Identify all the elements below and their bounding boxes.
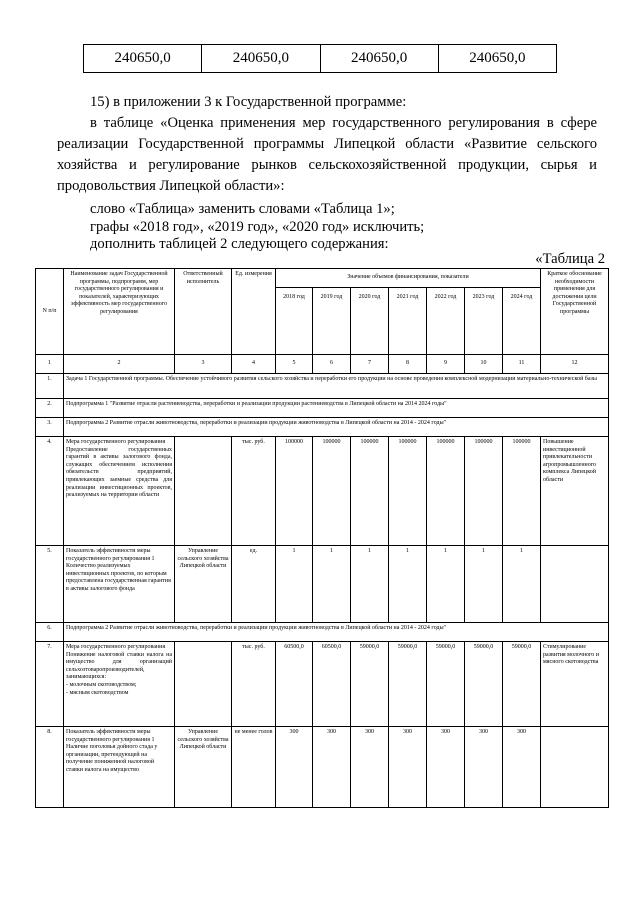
header-name: Наименование задач Государственной программы, подпрограмм, мер государственного регулирования и показателей, характеризующих эффективность мер государственного регулирования <box>64 269 175 355</box>
value-cell: 59000,0 <box>427 642 465 727</box>
value-cell: 100000 <box>389 437 427 546</box>
value-cell: 1 <box>351 546 389 623</box>
item-15: 15) в приложении 3 к Государственной программе: <box>90 94 407 110</box>
table-cell: 240650,0 <box>202 45 320 73</box>
value-cell: 100000 <box>313 437 351 546</box>
justification <box>541 727 609 808</box>
row-number: 6. <box>36 623 64 642</box>
unit: тыс. руб. <box>232 642 276 727</box>
measure-name <box>64 642 175 727</box>
col-number: 3 <box>175 355 232 374</box>
value-cell: 59000,0 <box>503 642 541 727</box>
table-row <box>36 418 609 437</box>
justification <box>541 546 609 623</box>
value-cell: 1 <box>427 546 465 623</box>
row-number: 2. <box>36 399 64 418</box>
value-cell: 59000,0 <box>351 642 389 727</box>
table-cell: 240650,0 <box>320 45 438 73</box>
measure-extra: - молочным скотоводством; <box>66 681 137 688</box>
measure-body: Предоставление государственных гарантий в активы залогового фонда, служащих обеспечением исполнения обязательств предприятий, привлекающих заемные средства для реализации инвестиционных проектов, реализуемых на территории области <box>66 446 172 499</box>
column-number-row <box>36 355 609 374</box>
header-executor: Ответственный исполнитель <box>175 269 232 355</box>
executor: Управление сельского хозяйства Липецкой области <box>175 546 232 623</box>
table-row <box>36 374 609 399</box>
table-row <box>84 45 557 73</box>
value-cell: 100000 <box>503 437 541 546</box>
value-cell: 1 <box>503 546 541 623</box>
unit: ед. <box>232 546 276 623</box>
col-number: 11 <box>503 355 541 374</box>
value-cell: 300 <box>276 727 313 808</box>
subprogram-text: Подпрограмма 2 Развитие отрасли животноводства, переработки и реализации продукции животноводства в Липецкой области на 2014 - 2024 годы" <box>64 418 609 437</box>
instruction-line-1: слово «Таблица» заменить словами «Таблица 1»; <box>90 201 395 217</box>
value-cell: 1 <box>389 546 427 623</box>
table-row <box>36 437 609 546</box>
body-paragraph: в таблице «Оценка применения мер государственного регулирования в сфере реализации Государственной программы Липецкой области «Развитие сельского хозяйства и регулирование рынков сельскохозяйственной продукции, сырья и продовольствия Липецкой области»: <box>57 115 597 194</box>
measure-name <box>64 437 175 546</box>
table-row <box>36 642 609 727</box>
header-row <box>36 269 609 288</box>
value-cell: 1 <box>465 546 503 623</box>
value-cell: 300 <box>465 727 503 808</box>
justification: Стимулирование развития молочного и мясного скотоводства <box>541 642 609 727</box>
subprogram-text: Подпрограмма 2 Развитие отрасли животноводства, переработки и реализации продукции животноводства в Липецкой области на 2014 - 2024 годы" <box>64 623 609 642</box>
measure-body: Наличие поголовья дойного стада у организации, претендующей на получение пониженной налоговой ставки налога на имущество <box>66 744 158 773</box>
table-row <box>36 546 609 623</box>
col-number: 8 <box>389 355 427 374</box>
measure-body: Количество реализуемых инвестиционных проектов, по которым предоставлена государственная гарантия в активы залогового фонда <box>66 563 171 592</box>
value-cell: 300 <box>313 727 351 808</box>
year-header: 2019 год <box>313 288 351 355</box>
measure-extra: - мясным скотоводством <box>66 689 129 696</box>
continuation-table <box>83 44 557 73</box>
instruction-line-3: дополнить таблицей 2 следующего содержания: <box>90 236 389 252</box>
table-row <box>36 727 609 808</box>
row-number: 3. <box>36 418 64 437</box>
value-cell: 100000 <box>276 437 313 546</box>
value-cell: 100000 <box>465 437 503 546</box>
col-number: 4 <box>232 355 276 374</box>
measure-name <box>64 546 175 623</box>
value-cell: 59000,0 <box>465 642 503 727</box>
unit: тыс. руб. <box>232 437 276 546</box>
executor <box>175 642 232 727</box>
year-header: 2023 год <box>465 288 503 355</box>
row-number: 4. <box>36 437 64 546</box>
value-cell: 60500,0 <box>313 642 351 727</box>
task-text: Задача 1 Государственной программы. Обеспечение устойчивого развития сельского хозяйства и переработки его продукции на основе проведения комплексной модернизации материально-технической базы <box>64 374 609 399</box>
value-cell: 300 <box>427 727 465 808</box>
value-cell: 1 <box>313 546 351 623</box>
col-number: 10 <box>465 355 503 374</box>
year-header: 2020 год <box>351 288 389 355</box>
year-header: 2022 год <box>427 288 465 355</box>
instruction-line-2: графы «2018 год», «2019 год», «2020 год» исключить; <box>90 219 425 235</box>
table-row <box>36 623 609 642</box>
year-header: 2021 год <box>389 288 427 355</box>
measure-name <box>64 727 175 808</box>
row-number: 8. <box>36 727 64 808</box>
col-number: 12 <box>541 355 609 374</box>
year-header: 2024 год <box>503 288 541 355</box>
regulation-table <box>35 268 609 808</box>
col-number: 2 <box>64 355 175 374</box>
value-cell: 59000,0 <box>389 642 427 727</box>
col-number: 6 <box>313 355 351 374</box>
table-caption: «Таблица 2 <box>535 251 605 267</box>
header-values: Значение объемов финансирования, показатели <box>276 269 541 288</box>
header-description: Краткое обоснование необходимости применения для достижения цели Государственной программы <box>541 269 609 355</box>
header-num: N п/п <box>36 269 64 355</box>
row-number: 1. <box>36 374 64 399</box>
col-number: 5 <box>276 355 313 374</box>
table-cell: 240650,0 <box>84 45 202 73</box>
value-cell: 300 <box>389 727 427 808</box>
value-cell: 60500,0 <box>276 642 313 727</box>
unit: не менее голов <box>232 727 276 808</box>
value-cell: 1 <box>276 546 313 623</box>
measure-title: Показатель эффективности меры государственного регулирования 1 <box>66 729 155 743</box>
table-cell: 240650,0 <box>438 45 556 73</box>
year-header: 2018 год <box>276 288 313 355</box>
measure-body: Понижение налоговой ставки налога на имущество для организаций сельхозтоваропроизводителей, занимающихся: <box>66 651 172 681</box>
row-number: 7. <box>36 642 64 727</box>
col-number: 1 <box>36 355 64 374</box>
value-cell: 100000 <box>351 437 389 546</box>
executor <box>175 437 232 546</box>
measure-title: Мера государственного регулирования <box>66 644 166 650</box>
subprogram-text: Подпрограмма 1 "Развитие отрасли растениеводства, переработки и реализации продукции растениеводства в Липецкой области на 2014 2024 годы" <box>64 399 609 418</box>
measure-title: Показатель эффективности меры государственного регулирования 1 <box>66 548 155 562</box>
col-number: 9 <box>427 355 465 374</box>
measure-title: Мера государственного регулирования <box>66 439 166 445</box>
value-cell: 300 <box>503 727 541 808</box>
header-unit: Ед. измерения <box>232 269 276 355</box>
value-cell: 100000 <box>427 437 465 546</box>
col-number: 7 <box>351 355 389 374</box>
row-number: 5. <box>36 546 64 623</box>
justification: Повышение инвестиционной привлекательности агропромышленного комплекса Липецкой области <box>541 437 609 546</box>
executor: Управление сельского хозяйства Липецкой области <box>175 727 232 808</box>
value-cell: 300 <box>351 727 389 808</box>
table-row <box>36 399 609 418</box>
